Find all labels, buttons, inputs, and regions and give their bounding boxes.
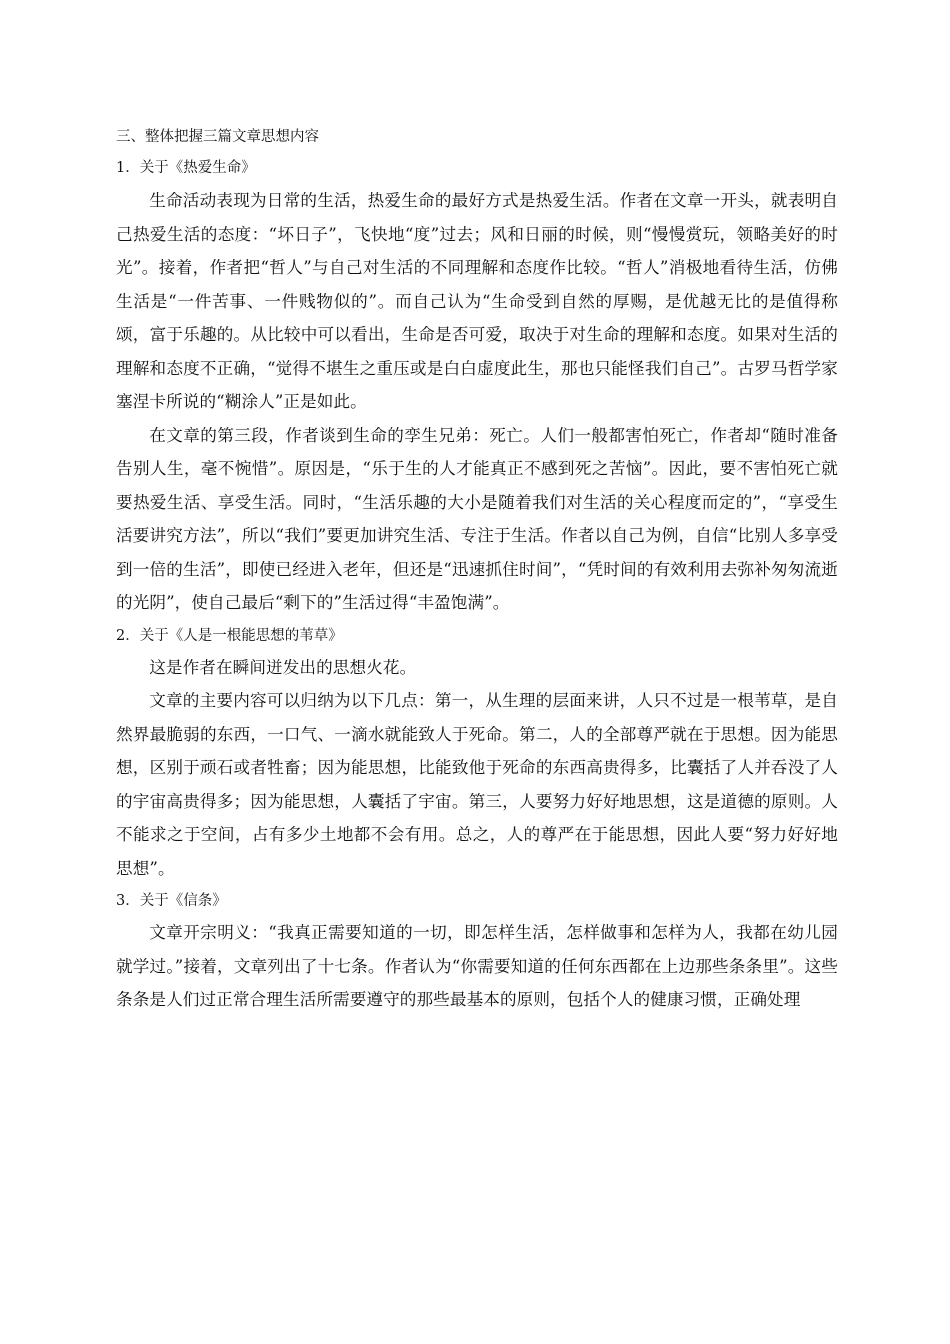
subsection-heading-2: 2．关于《人是一根能思想的苇草》: [116, 627, 343, 644]
paragraph: 生命活动表现为日常的生活，热爱生命的最好方式是热爱生活。作者在文章一开头，就表明自己热爱生活的态度：“坏日子”，飞快地“度”过去；风和日丽的时候，则“慢慢赏玩，领略美好的时光”。接着，作者把“哲人”与自己对生活的不同理解和态度作比较。“哲人”消极地看待生活，仿佛生活是“一件苦事、一件贱物似的”。而自己认为“生命受到自然的厚赐，是优越无比的是值得称颂，富于乐趣的。从比较中可以看出，生命是否可爱，取决于对生命的理解和态度。如果对生活的理解和态度不正确，“觉得不堪生之重压或是白白虚度此生，那也只能怪我们自己”。古罗马哲学家塞涅卡所说的“糊涂人”正是如此。: [116, 191, 838, 411]
paragraph: 这是作者在瞬间迸发出的思想火花。: [149, 657, 417, 677]
paragraph: 在文章的第三段，作者谈到生命的孪生兄弟：死亡。人们一般都害怕死亡，作者却“随时准备告别人生，毫不惋惜”。原因是，“乐于生的人才能真正不感到死之苦恼”。因此，要不害怕死亡就要热爱生活、享受生活。同时，“生活乐趣的大小是随着我们对生活的关心程度而定的”，“享受生活要讲究方法”，所以“我们”要更加讲究生活、专注于生活。作者以自己为例，自信“比别人多享受到一倍的生活”，即使已经进入老年，但还是“迅速抓住时间”，“凭时间的有效利用去弥补匆匆流逝的光阴”，使自己最后“剩下的”生活过得“丰盈饱满”。: [116, 425, 838, 612]
document-body: [116, 122, 838, 1017]
subsection-heading-1: 1．关于《热爱生命》: [116, 160, 256, 176]
section-title: 三、整体把握三篇文章思想内容: [116, 129, 319, 145]
paragraph: 文章的主要内容可以归纳为以下几点：第一，从生理的层面来讲，人只不过是一根苇草，是自然界最脆弱的东西，一口气、一滴水就能致人于死命。第二，人的全部尊严就在于思想。因为能思想，区别于顽石或者牲畜；因为能思想，比能致他于死命的东西高贵得多，比囊括了人并吞没了人的宇宙高贵得多；因为能思想，人囊括了宇宙。第三，人要努力好好地思想，这是道德的原则。人不能求之于空间，占有多少土地都不会有用。总之，人的尊严在于能思想，因此人要“努力好好地思想”。: [116, 691, 838, 878]
paragraph: 文章开宗明义：“我真正需要知道的一切，即怎样生活，怎样做事和怎样为人，我都在幼儿园就学过。”接着，文章列出了十七条。作者认为“你需要知道的任何东西都在上边那些条条里”。这些条条是人们过正常合理生活所需要遵守的那些最基本的原则，包括个人的健康习惯，正确处理: [116, 923, 838, 1009]
subsection-heading-3: 3．关于《信条》: [116, 893, 227, 909]
